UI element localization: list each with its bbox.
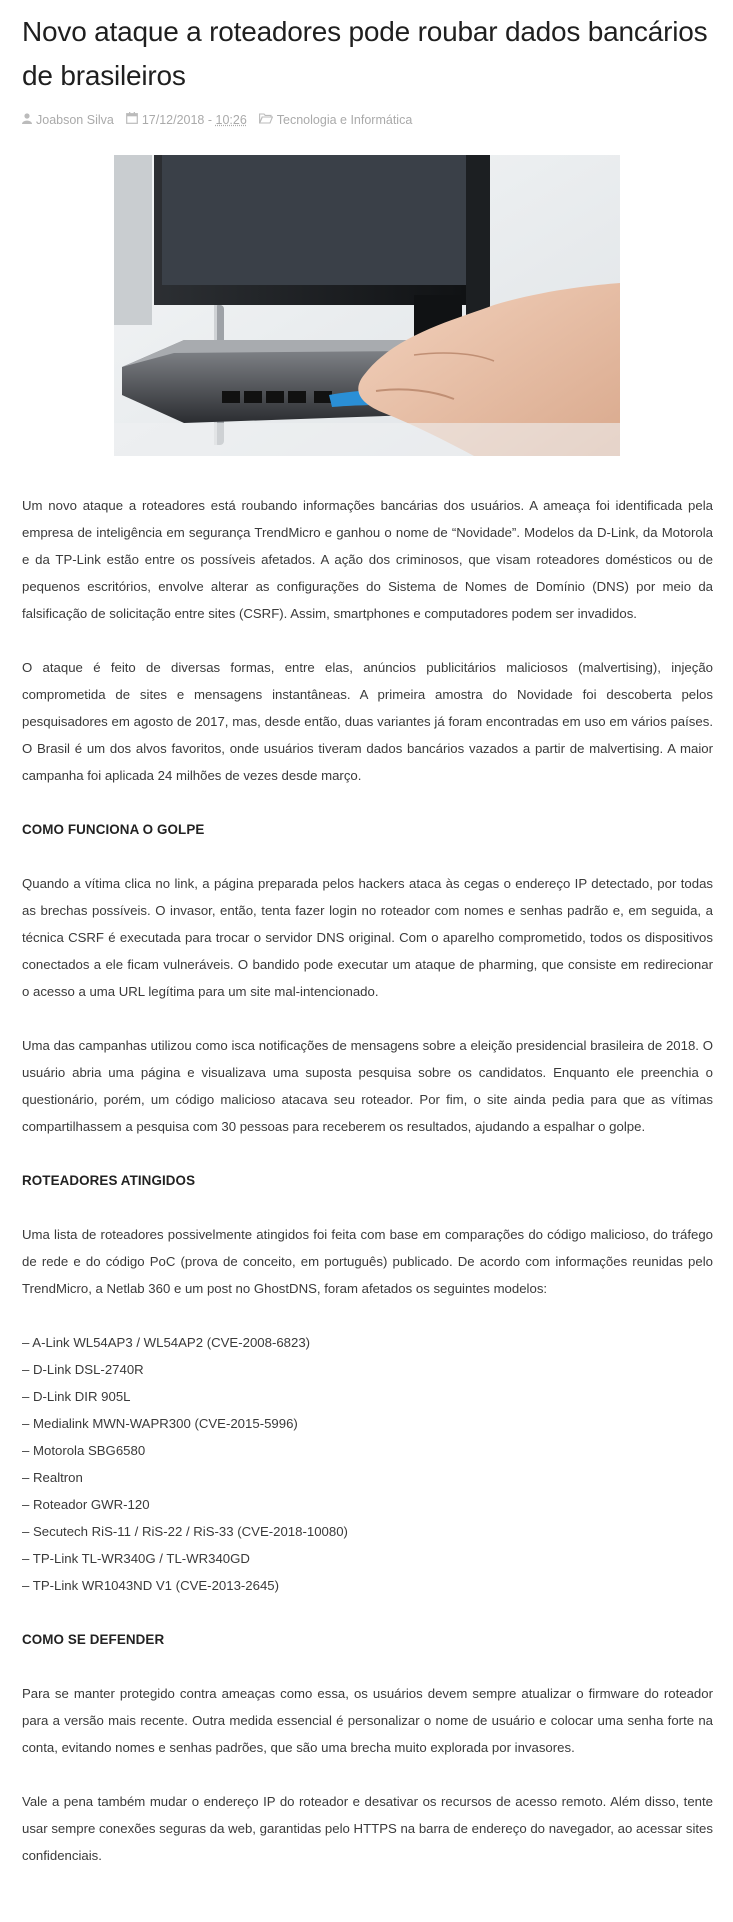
list-item: – D-Link DSL-2740R [22, 1362, 144, 1377]
paragraph: Um novo ataque a roteadores está roubando informações bancárias dos usuários. A ameaça foi identificada pela empresa de inteligência em segurança TrendMicro e ganhou o nome de “Novidade”. Modelos da D-Link, da Motorola e da TP-Link estão entre os possíveis afetados. A ação dos criminosos, que visam roteadores domésticos ou de pequenos escritórios, envolve alterar as configurações do Sistema de Nomes de Domínio (DNS) por meio da falsificação de solicitação entre sites (CSRF). Assim, smartphones e computadores podem ser invadidos. [22, 498, 713, 621]
paragraph: Quando a vítima clica no link, a página preparada pelos hackers ataca às cegas o endereço IP detectado, por todas as brechas possíveis. O invasor, então, tenta fazer login no roteador com nomes e senhas padrão e, em seguida, a técnica CSRF é executada para trocar o servidor DNS original. Com o aparelho comprometido, todos os dispositivos conectados a ele ficam vulneráveis. O bandido pode executar um ataque de pharming, que consiste em redirecionar o acesso a uma URL legítima para um site mal-intencionado. [22, 876, 713, 999]
list-item: – Motorola SBG6580 [22, 1443, 146, 1458]
paragraph: Para se manter protegido contra ameaças como essa, os usuários devem sempre atualizar o firmware do roteador para a versão mais recente. Outra medida essencial é personalizar o nome de usuário e colocar uma senha forte na conta, evitando nomes e senhas padrões, que são uma brecha muito explorada por invasores. [22, 1686, 713, 1755]
list-item: – TP-Link TL-WR340G / TL-WR340GD [22, 1551, 250, 1566]
list-item: – A-Link WL54AP3 / WL54AP2 (CVE-2008-6823) [22, 1335, 311, 1350]
section-heading: COMO SE DEFENDER [22, 1632, 165, 1647]
calendar-icon [126, 110, 138, 130]
folder-icon [259, 110, 273, 130]
article-meta [22, 110, 713, 130]
author-meta [22, 110, 114, 130]
paragraph: Uma das campanhas utilizou como isca notificações de mensagens sobre a eleição presidencial brasileira de 2018. O usuário abria uma página e visualizava uma suposta pesquisa sobre os candidatos. Enquanto ele preenchia o questionário, porém, um código malicioso atacava seu roteador. Por fim, o site ainda pedia para que as vítimas compartilhassem a pesquisa com 30 pessoas para receberem os resultados, ajudando a espalhar o golpe. [22, 1038, 713, 1134]
list-item: – Roteador GWR-120 [22, 1497, 150, 1512]
list-item: – Realtron [22, 1470, 83, 1485]
user-icon [22, 110, 32, 130]
category-link[interactable]: Tecnologia e Informática [276, 113, 413, 127]
post-time: 10:26 [215, 113, 247, 127]
article-title: Novo ataque a roteadores pode roubar dados bancários de brasileiros [22, 16, 708, 91]
list-item: – Secutech RiS-11 / RiS-22 / RiS-33 (CVE-2018-10080) [22, 1524, 348, 1539]
article [22, 0, 713, 1863]
list-item: – Medialink MWN-WAPR300 (CVE-2015-5996) [22, 1416, 298, 1431]
list-item: – D-Link DIR 905L [22, 1389, 131, 1404]
paragraph: Uma lista de roteadores possivelmente atingidos foi feita com base em comparações do código malicioso, do tráfego de rede e do código PoC (prova de conceito, em português) publicado. De acordo com informações reunidas pelo TrendMicro, a Netlab 360 e um post no GhostDNS, foram afetados os seguintes modelos: [22, 1227, 713, 1296]
router-photo [114, 155, 620, 456]
date-meta [126, 110, 247, 130]
date-time-separator: - [204, 113, 216, 127]
article-image [114, 155, 620, 456]
category-meta [259, 110, 413, 130]
section-heading: COMO FUNCIONA O GOLPE [22, 822, 205, 837]
list-item: – TP-Link WR1043ND V1 (CVE-2013-2645) [22, 1578, 280, 1593]
article-body [22, 492, 713, 1896]
router-list [22, 1329, 713, 1599]
section-heading: ROTEADORES ATINGIDOS [22, 1173, 196, 1188]
paragraph: Vale a pena também mudar o endereço IP do roteador e desativar os recursos de acesso remoto. Além disso, tente usar sempre conexões seguras da web, garantidas pelo HTTPS na barra de endereço do navegador, ao acessar sites confidenciais. [22, 1794, 713, 1863]
author-name[interactable]: Joabson Silva [36, 113, 114, 127]
post-date: 17/12/2018 [141, 113, 205, 127]
paragraph: O ataque é feito de diversas formas, entre elas, anúncios publicitários maliciosos (malvertising), injeção comprometida de sites e mensagens instantâneas. A primeira amostra do Novidade foi descoberta pelos pesquisadores em agosto de 2017, mas, desde então, duas variantes já foram encontradas em uso em vários países. O Brasil é um dos alvos favoritos, onde usuários tiveram dados bancários vazados a partir de malvertising. A maior campanha foi aplicada 24 milhões de vezes desde março. [22, 660, 713, 783]
